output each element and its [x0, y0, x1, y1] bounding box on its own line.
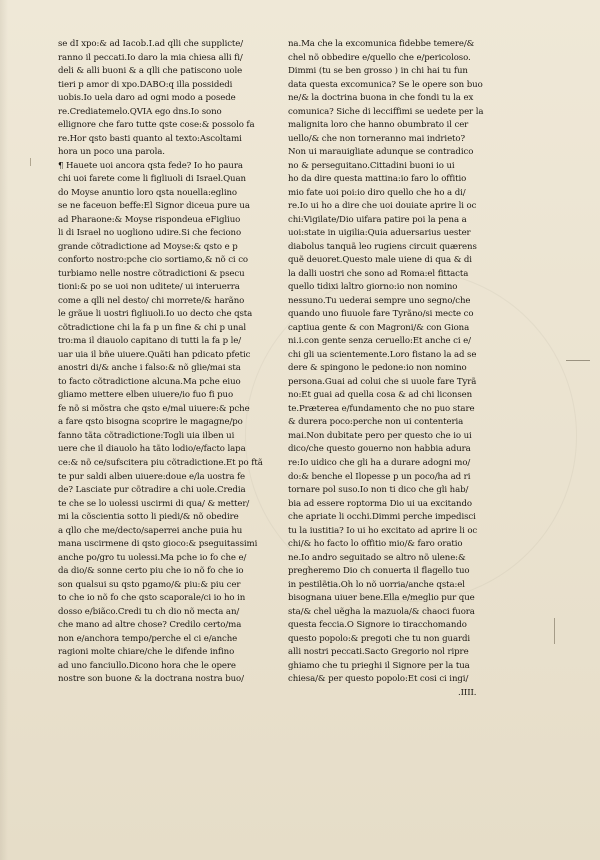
text-line: comunica? Siche di lecciffimi se uedete per la: [288, 106, 484, 117]
text-line: diabolus tanquã leo rugiens circuit quærens: [288, 241, 477, 252]
text-line: se dI xpo:& ad Iacob.I.ad qlli che supplicte/: [58, 39, 244, 49]
text-line: quẽ deuoret.Questo male uiene di qua & di: [288, 255, 472, 266]
text-line: sta/& chel uẽgha la mazuola/& chaoci fuora: [288, 606, 475, 617]
text-line: cõtradictione chi la fa p un fine & chi p unal: [58, 322, 247, 333]
text-line: turbiamo nelle nostre cõtradictioni & psecu: [58, 268, 245, 279]
text-line: son qualsui su qsto pgamo/& piu:& piu cer: [58, 579, 241, 590]
text-line: uobis.Io uela daro ad ogni modo a posede: [58, 93, 236, 104]
text-line: ce:& nõ ce/sufscitera piu cõtradictione.Et po ftã: [58, 457, 263, 468]
text-line: tioni:& po se uoi non uditete/ ui interuerra: [58, 282, 240, 293]
text-line: gliamo mettere elben uiuere/io fuo fi puo: [58, 390, 234, 401]
text-line: chi/& ho facto lo offitio mio/& faro oratio: [288, 539, 463, 550]
text-line: le grãue li uostri figliuoli.Io uo decto che qsta: [58, 309, 253, 320]
text-line: se ne faceuon beffe:El Signor diceua pure ua: [58, 201, 250, 212]
text-line: malignita loro che hanno obumbrato il cer: [288, 120, 469, 131]
text-line: dico/che questo gouerno non habbia adura: [288, 444, 471, 455]
text-line: ¶ Hauete uoi ancora qsta fede? Io ho paura: [58, 160, 243, 171]
text-line: deli & alli buoni & a qlli che patiscono uole: [58, 66, 243, 77]
text-line: ragioni molte chiare/che le difende infino: [58, 647, 235, 658]
text-line: quando uno fiuuole fare Tyrãno/si mecte co: [288, 309, 474, 320]
text-line: a qllo che me/decto/saperrei anche puia hu: [58, 525, 243, 536]
text-line: che mano ad altre chose? Credilo certo/ma: [58, 620, 242, 631]
text-line: Non ui marauigliate adunque se contradico: [288, 147, 474, 158]
text-line: ghiamo che tu prieghi il Signore per la tua: [288, 660, 470, 671]
text-line: ne.Io andro seguitado se altro nõ ulene:&: [288, 552, 466, 563]
right-text-column: [288, 38, 558, 700]
text-line: che apriate li occhi.Dimmi perche impedisci: [288, 512, 476, 523]
text-line: fe nõ si mõstra che qsto e/mal uiuere:& pche: [58, 403, 250, 414]
text-line: no:Et guai ad quella cosa & ad chi liconsen: [288, 390, 473, 401]
text-line: hora un poco una parola.: [58, 147, 165, 158]
text-line: uere che il diauolo ha tãto lodio/e/facto lapa: [58, 444, 246, 455]
margin-rule-mark: [566, 360, 590, 361]
left-text-column: [58, 38, 280, 687]
text-line: do Moyse anuntio loro qsta nouella:eglino: [58, 187, 237, 198]
text-line: anche po/gro tu uolessi.Ma pche io fo che e/: [58, 552, 247, 563]
text-line: ranno il peccati.Io daro la mia chiesa alli fi/: [58, 52, 243, 63]
text-line: come a qlli nel desto/ chi morrete/& harãno: [58, 295, 245, 306]
text-line: nessuno.Tu uederai sempre uno segno/che: [288, 295, 471, 306]
text-line: in pestilẽtia.Oh lo nõ uorria/anche qsta:el: [288, 579, 465, 590]
text-line: te.Præterea e/fundamento che no puo stare: [288, 403, 475, 414]
text-line: & durera poco:perche non ui contenteria: [288, 417, 464, 428]
text-line: chi:Vigilate/Dio uifara patire poi la pena a: [288, 214, 467, 225]
text-line: no & perseguitano.Cittadini buoni io ui: [288, 160, 455, 171]
text-line: nostre son buone & la doctrana nostra buo/: [58, 674, 244, 685]
text-line: te che se lo uolessi uscirmi di qua/ & metter/: [58, 498, 250, 509]
text-line: anostri di/& anche i falso:& nõ glie/mai sta: [58, 363, 241, 374]
text-line: tieri p amor di xpo.DABO:q illa possidedi: [58, 79, 233, 90]
text-line: mio fate uoi poi:io diro quello che ho a di/: [288, 187, 466, 198]
text-line: bisognana uiuer bene.Ella e/meglio pur que: [288, 593, 475, 604]
text-line: chi uoi farete come li figliuoli di Israel.Quan: [58, 174, 246, 185]
text-line: dosso e/biãco.Credi tu ch dio nõ mecta an/: [58, 606, 240, 617]
text-line: ho da dire questa mattina:io faro lo offitio: [288, 174, 467, 185]
text-line: Dimmi (tu se ben grosso ) in chi hai tu fun: [288, 66, 468, 77]
text-line: ad uno fanciullo.Dicono hora che le opere: [58, 660, 236, 671]
text-line: chel nõ obbedire e/quello che e/pericoloso.: [288, 52, 471, 63]
text-line: a fare qsto bisogna scoprire le magagne/po: [58, 417, 243, 428]
text-line: quello tidixi laltro giorno:io non nomino: [288, 282, 458, 293]
text-line: tornare pol suso.Io non ti dico che gli hab/: [288, 485, 469, 496]
text-line: da dio/& sonne certo piu che io nõ fo che io: [58, 566, 244, 577]
text-line: fanno tãta cõtradictione:Togli uia ilben ui: [58, 430, 235, 441]
margin-dot-mark: [30, 158, 31, 166]
text-line: dere & spingono le pedone:io non nomino: [288, 363, 467, 374]
text-line: na.Ma che la excomunica fidebbe temere/&: [288, 39, 475, 49]
text-line: la dalli uostri che sono ad Roma:el fittacta: [288, 268, 469, 279]
margin-tick-mark: [554, 618, 555, 644]
text-line: non e/anchora tempo/perche el ci e/anche: [58, 633, 238, 644]
text-line: te pur saldi alben uiuere:doue e/la uostra fe: [58, 471, 246, 482]
text-line: tro:ma il diauolo capitano di tutti la fa p le/: [58, 336, 242, 347]
text-line: tu la iustitia? Io ui ho excitato ad aprire li oc: [288, 525, 478, 536]
text-line: mana uscirmene di qsto gioco:& pseguitassimi: [58, 539, 258, 550]
text-line: conforto nostro:pche cio sortiamo,& nõ ci co: [58, 255, 249, 266]
text-line: to che io nõ fo che qsto scaporale/ci io ho in: [58, 593, 246, 604]
text-line: ne/& la doctrina buona in che fondi tu la ex: [288, 93, 474, 104]
text-line: alli nostri peccati.Sacto Gregorio nol ripre: [288, 647, 469, 658]
text-line: pregheremo Dio ch conuerta il flagello tuo: [288, 566, 470, 577]
page-edge-shadow: [0, 0, 8, 860]
text-line: questa feccia.O Signore io tiracchomando: [288, 620, 467, 631]
text-line: mi la cõscientia sotto li piedi/& nõ obedire: [58, 512, 239, 523]
text-line: chi gli ua scientemente.Loro fistano la ad se: [288, 349, 477, 360]
text-line: de? Lasciate pur cõtradire a chi uole.Credia: [58, 485, 246, 496]
text-line: re.Hor qsto basti quanto al texto:Ascoltami: [58, 133, 242, 144]
text-line: persona.Guai ad colui che si uuole fare Tyrã: [288, 376, 477, 387]
text-line: do:& benche el Ilopesse p un poco/ha ad ri: [288, 471, 471, 482]
text-line: .IIII.: [458, 687, 477, 698]
text-line: chiesa/& per questo popolo:Et cosi ci ingi/: [288, 674, 469, 685]
text-line: ni.i.con gente senza ceruello:Et anche ci e/: [288, 336, 471, 347]
text-line: mai.Non dubitate pero per questo che io ui: [288, 430, 472, 441]
text-line: ad Pharaone:& Moyse rispondeua eFigliuo: [58, 214, 241, 225]
text-line: to facto cõtradictione alcuna.Ma pche eiuo: [58, 376, 241, 387]
text-line: questo popolo:& pregoti che tu non guardi: [288, 633, 471, 644]
text-line: li di Israel no uogliono udire.Si che feciono: [58, 228, 242, 239]
text-line: data questa excomunica? Se le opere son buo: [288, 79, 483, 90]
text-line: captiua gente & con Magroni/& con Giona: [288, 322, 470, 333]
text-line: re.Crediatemelo.QVIA ego dns.Io sono: [58, 106, 222, 117]
text-line: uoi:state in uigilia:Quia aduersarius uester: [288, 228, 471, 239]
text-line: re.Io ui ho a dire che uoi douiate aprire li oc: [288, 201, 477, 212]
text-line: uar uia il bñe uiuere.Quãti han pdicato pfetic: [58, 349, 251, 360]
text-line: re:Io uidico che gli ha a durare adogni mo/: [288, 457, 471, 468]
text-line: ellignore che faro tutte qste cose:& possolo fa: [58, 120, 255, 131]
text-line: uello/& che non torneranno mai indrieto?: [288, 133, 465, 144]
text-line: bia ad essere roptorma Dio ui ua excitando: [288, 498, 472, 509]
text-line: grande cõtradictione ad Moyse:& qsto e p: [58, 241, 238, 252]
